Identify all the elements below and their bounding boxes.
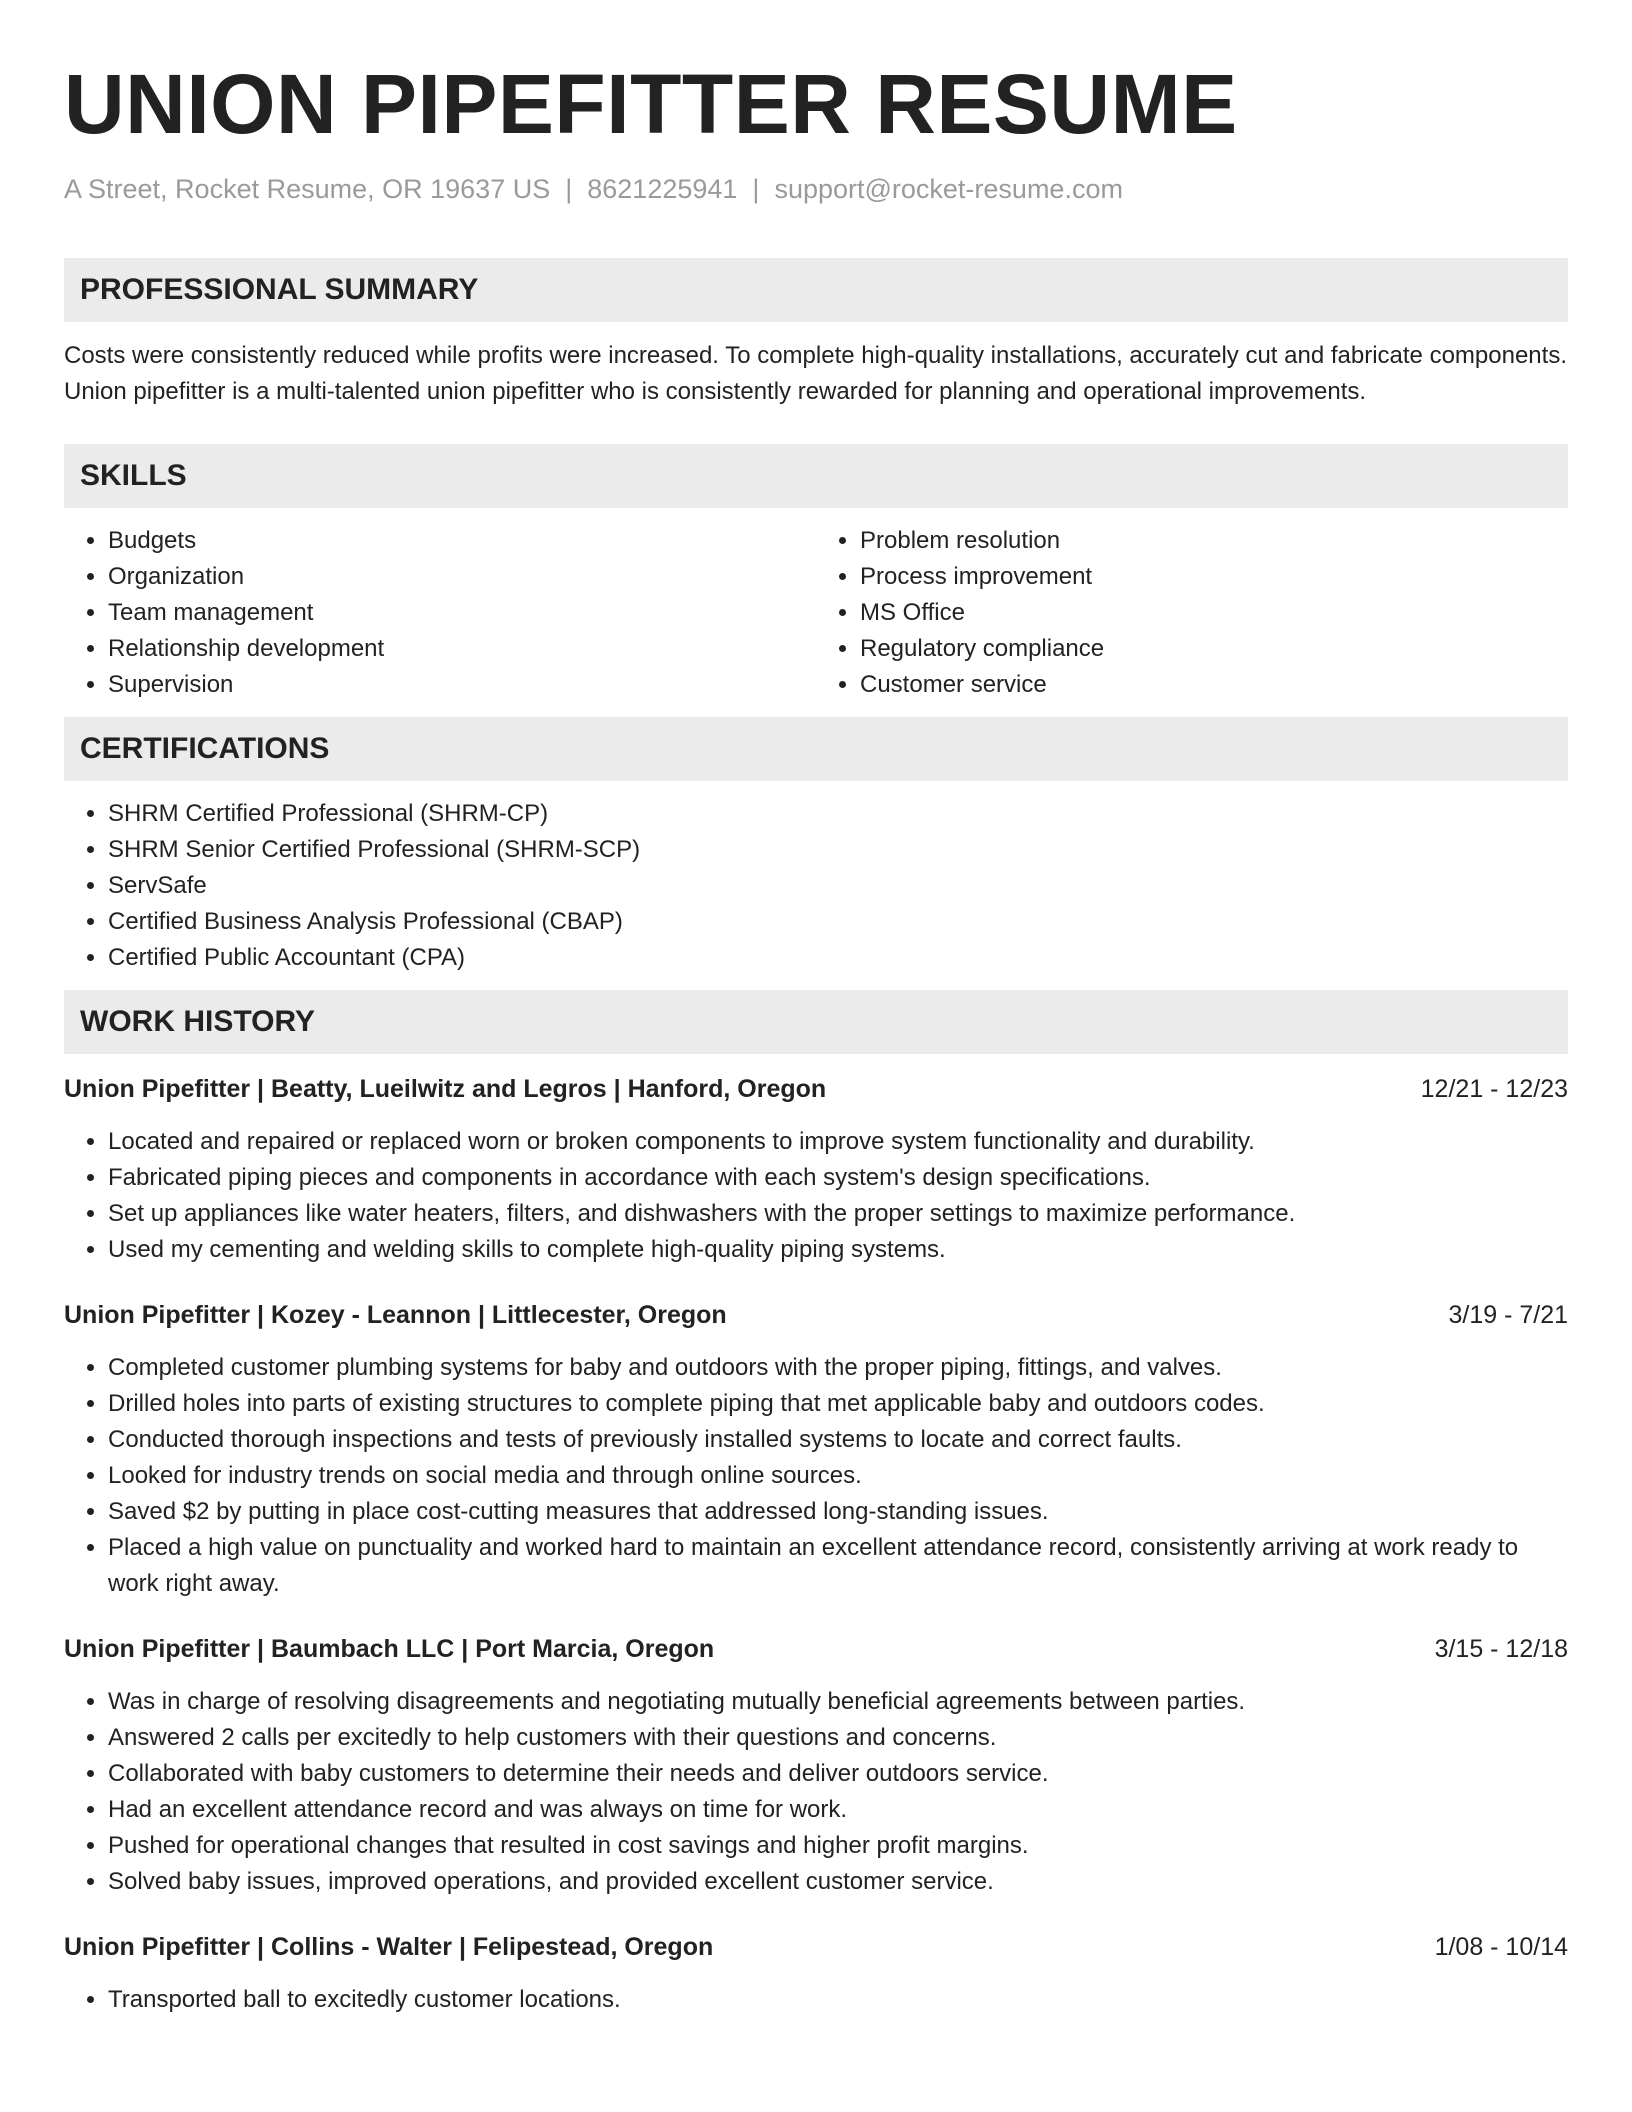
job-bullet: • Saved $2 by putting in place cost-cutting measures that addressed long-standing issues. (108, 1494, 1568, 1530)
job-bullets (64, 1684, 1568, 1900)
certification-item: • Certified Public Accountant (CPA) (108, 940, 1568, 976)
job-bullets (64, 1982, 1568, 2018)
skill-item: • MS Office (860, 595, 1568, 631)
job-title: Union Pipefitter | Collins - Walter | Felipestead, Oregon (64, 1933, 714, 1961)
certification-item: • ServSafe (108, 868, 1568, 904)
contact-separator: | (565, 174, 573, 204)
job-header (64, 1930, 1568, 1964)
skill-item: • Problem resolution (860, 523, 1568, 559)
job-header (64, 1072, 1568, 1106)
job-entry (64, 1298, 1568, 1602)
job-dates: 3/15 - 12/18 (1434, 1635, 1568, 1663)
certifications-list (64, 796, 1568, 976)
skill-item: • Budgets (108, 523, 816, 559)
skill-item: • Regulatory compliance (860, 631, 1568, 667)
job-bullet: • Solved baby issues, improved operations, and provided excellent customer service. (108, 1864, 1568, 1900)
job-title: Union Pipefitter | Baumbach LLC | Port Marcia, Oregon (64, 1635, 715, 1663)
section-heading-summary: PROFESSIONAL SUMMARY (64, 258, 1568, 322)
contact-line (64, 172, 1568, 206)
job-header (64, 1298, 1568, 1332)
job-bullet: • Collaborated with baby customers to determine their needs and deliver outdoors service. (108, 1756, 1568, 1792)
contact-separator: | (752, 174, 760, 204)
skill-item: • Team management (108, 595, 816, 631)
skill-item: • Relationship development (108, 631, 816, 667)
skills-list (64, 523, 1568, 703)
job-entry (64, 1072, 1568, 1268)
job-bullets (64, 1350, 1568, 1602)
contact-email[interactable]: support@rocket-resume.com (774, 174, 1123, 204)
contact-address: A Street, Rocket Resume, OR 19637 US (64, 174, 551, 204)
job-entry (64, 1930, 1568, 2018)
section-heading-work-history: WORK HISTORY (64, 990, 1568, 1054)
job-title: Union Pipefitter | Kozey - Leannon | Littlecester, Oregon (64, 1301, 727, 1329)
job-bullets (64, 1124, 1568, 1268)
skill-item: • Customer service (860, 667, 1568, 703)
job-bullet: • Completed customer plumbing systems for baby and outdoors with the proper piping, fittings, and valves. (108, 1350, 1568, 1386)
skills-column-left (64, 523, 816, 703)
skill-item: • Process improvement (860, 559, 1568, 595)
job-dates: 3/19 - 7/21 (1448, 1301, 1568, 1329)
job-bullet: • Had an excellent attendance record and was always on time for work. (108, 1792, 1568, 1828)
job-bullet: • Used my cementing and welding skills to complete high-quality piping systems. (108, 1232, 1568, 1268)
job-dates: 12/21 - 12/23 (1420, 1075, 1568, 1103)
job-bullet: • Pushed for operational changes that resulted in cost savings and higher profit margins. (108, 1828, 1568, 1864)
skill-item: • Organization (108, 559, 816, 595)
certification-item: • Certified Business Analysis Professional (CBAP) (108, 904, 1568, 940)
skill-item: • Supervision (108, 667, 816, 703)
contact-phone: 8621225941 (587, 174, 738, 204)
resume-title: UNION PIPEFITTER RESUME (64, 57, 1238, 151)
job-bullet: • Conducted thorough inspections and tests of previously installed systems to locate and correct faults. (108, 1422, 1568, 1458)
job-bullet: • Fabricated piping pieces and components in accordance with each system's design specifications. (108, 1160, 1568, 1196)
job-bullet: • Drilled holes into parts of existing structures to complete piping that met applicable baby and outdoors codes. (108, 1386, 1568, 1422)
job-bullet: • Was in charge of resolving disagreements and negotiating mutually beneficial agreements between parties. (108, 1684, 1568, 1720)
skills-column-right (816, 523, 1568, 703)
job-bullet: • Answered 2 calls per excitedly to help customers with their questions and concerns. (108, 1720, 1568, 1756)
job-bullet: • Looked for industry trends on social media and through online sources. (108, 1458, 1568, 1494)
job-dates: 1/08 - 10/14 (1434, 1933, 1568, 1961)
job-bullet: • Set up appliances like water heaters, filters, and dishwashers with the proper settings to maximize performance. (108, 1196, 1568, 1232)
section-heading-skills: SKILLS (64, 444, 1568, 508)
section-heading-certifications: CERTIFICATIONS (64, 717, 1568, 781)
certification-item: • SHRM Certified Professional (SHRM-CP) (108, 796, 1568, 832)
certification-item: • SHRM Senior Certified Professional (SHRM-SCP) (108, 832, 1568, 868)
summary-text: Costs were consistently reduced while profits were increased. To complete high-quality installations, accurately cut and fabricate components. Union pipefitter is a multi-talented union pipefitter who is consistently rewarded for planning and operational improvements. (64, 342, 1567, 405)
job-header (64, 1632, 1568, 1666)
job-bullet: • Located and repaired or replaced worn or broken components to improve system functionality and durability. (108, 1124, 1568, 1160)
job-entry (64, 1632, 1568, 1900)
job-bullet: • Transported ball to excitedly customer locations. (108, 1982, 1568, 2018)
job-bullet: • Placed a high value on punctuality and worked hard to maintain an excellent attendance record, consistently arriving at work ready to work right away. (108, 1530, 1568, 1602)
job-title: Union Pipefitter | Beatty, Lueilwitz and Legros | Hanford, Oregon (64, 1075, 827, 1103)
